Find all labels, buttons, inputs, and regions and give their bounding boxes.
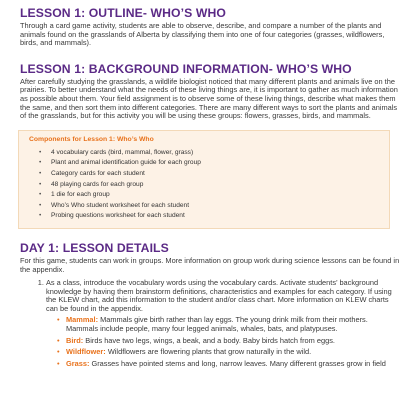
components-box: [18, 130, 390, 229]
components-list: [29, 148, 381, 222]
lesson1-outline-heading: LESSON 1: OUTLINE- WHO’S WHO: [20, 6, 226, 20]
lesson1-outline-body: Through a card game activity, students are able to observe, describe, and compare a number of the plants and animals found on the grasslands of Alberta by classifying them into one of four categories (grasses, wildflowers, birds, and mammals).: [20, 21, 385, 48]
list-item: • Plant and animal identification guide for each group: [51, 158, 381, 169]
vocabulary-item: [66, 337, 400, 346]
vocabulary-term: Bird:: [66, 335, 84, 345]
vocabulary-item: [66, 348, 400, 357]
vocabulary-term: Mammal:: [66, 315, 99, 325]
components-title: Components for Lesson 1: Who’s Who: [29, 135, 154, 143]
lesson1-outline-section: [20, 6, 400, 48]
lesson1-background-heading: LESSON 1: BACKGROUND INFORMATION- WHO’S WHO: [20, 61, 352, 76]
vocabulary-definition: Mammals give birth rather than lay eggs. The young drink milk from their mothers. Mammals include people, many four legged animals, whales, bats, and platypuses.: [66, 315, 368, 334]
vocabulary-item: [66, 316, 400, 333]
lesson1-background-body: After carefully studying the grasslands, a wildlife biologist noticed that many different plants and animals live on the prairies. To better understand what the needs of these living things are, it is important to gather as much information as possible about them. Your field assignment is to observe some of these living things, describe what makes them the same, and then sort them into different categories. There are many different ways to sort the plants and animals of the grasslands, but for this activity you will be using these groups: flowers, grasses, birds, and mammals.: [20, 76, 398, 121]
vocabulary-definition: Grasses have pointed stems and long, narrow leaves. Many different grasses grow in field: [89, 358, 386, 368]
list-item: • 1 die for each group: [51, 190, 381, 201]
vocabulary-item: [66, 360, 400, 369]
vocabulary-term: Grass:: [66, 358, 90, 368]
list-item: • 4 vocabulary cards (bird, mammal, flower, grass): [51, 148, 381, 159]
vocabulary-definition: Birds have two legs, wings, a beak, and a body. Baby birds hatch from eggs.: [83, 335, 335, 345]
day1-heading: DAY 1: LESSON DETAILS: [20, 240, 169, 255]
day1-intro: For this game, students can work in groups. More information on group work during science lessons can be found in the appendix.: [20, 255, 400, 274]
vocabulary-term: Wildflower:: [66, 347, 106, 357]
day1-section: [20, 241, 400, 369]
day1-step-text: As a class, introduce the vocabulary words using the vocabulary cards. Activate students’ background knowledge by having them brainstorm definitions, characteristics and examples for each category. If using the KLEW chart, add this information to the student and/or class chart. More information on KLEW charts can be found in the appendix.: [46, 278, 392, 313]
list-item: • Category cards for each student: [51, 169, 381, 180]
vocabulary-definition: Wildflowers are flowering plants that grow naturally in the wild.: [105, 347, 312, 357]
day1-steps: [20, 279, 400, 368]
list-item: • Probing questions worksheet for each student: [51, 211, 381, 222]
vocabulary-list: [46, 316, 400, 368]
list-item: • Who’s Who student worksheet for each student: [51, 201, 381, 212]
day1-step: [46, 279, 400, 368]
list-item: • 48 playing cards for each group: [51, 180, 381, 191]
lesson1-background-section: [20, 62, 400, 229]
